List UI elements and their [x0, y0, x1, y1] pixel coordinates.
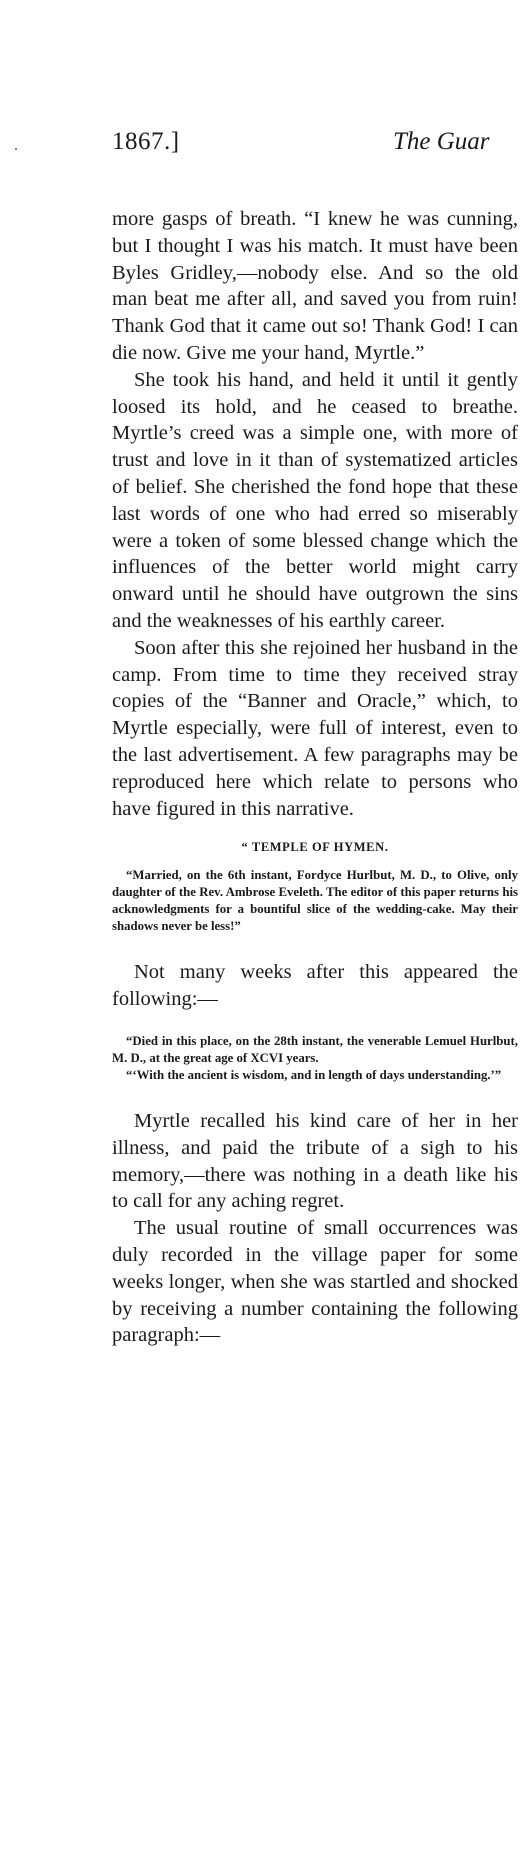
marriage-notice: “Married, on the 6th instant, Fordyce Hurlbut, M. D., to Olive, only daughter of the Rev. Ambrose Eveleth. The editor of this paper returns his acknowledgments for a bountiful slice of the wedding-cake. May their shadows never be less!” [112, 868, 518, 934]
paragraph-5: Myrtle recalled his kind care of her in her illness, and paid the tribute of a sigh to his memory,—there was nothing in a death like his to call for any aching regret. [112, 1109, 518, 1213]
paragraph-3: Soon after this she rejoined her husband in the camp. From time to time they received stray copies of the “Banner and Oracle,” which, to Myrtle especially, were full of interest, even to the last advertisement. A few paragraphs may be reproduced here which relate to persons who have figured in this narrative. [112, 636, 518, 820]
running-title: The Guar [393, 128, 490, 155]
death-notice: “Died in this place, on the 28th instant, the venerable Lemuel Hurlbut, M. D., at the great age of XCVI years. [112, 1033, 518, 1065]
page-year: 1867.] [112, 128, 180, 155]
paragraph-1: more gasps of breath. “I knew he was cunning, but I thought I was his match. It must have been Byles Gridley,—nobody else. And so the old man beat me after all, and saved you from ruin! Thank God that it came out so! Thank God! I can die now. Give me your hand, Myrtle.” [112, 208, 518, 364]
running-header [0, 128, 529, 168]
paragraph-4: Not many weeks after this appeared the following:— [112, 961, 518, 1011]
notice-heading: “ TEMPLE OF HYMEN. [241, 840, 389, 855]
text-column [112, 206, 518, 1349]
paragraph-2: She took his hand, and held it until it gently loosed its hold, and he ceased to breathe. Myrtle’s creed was a simple one, with more of trust and love in it than of systematized articles of belief. She cherished the fond hope that these last words of one who had erred so miserably were a token of some blessed change which the influences of the better world might carry onward until he should have outgrown the sins and the weaknesses of his earthly career. [112, 368, 518, 632]
paragraph-6: The usual routine of small occurrences was duly recorded in the village paper for some weeks longer, when she was startled and shocked by receiving a number containing the following paragraph:— [112, 1217, 518, 1347]
death-notice-quote: “‘With the ancient is wisdom, and in length of days understanding.’” [126, 1067, 502, 1082]
